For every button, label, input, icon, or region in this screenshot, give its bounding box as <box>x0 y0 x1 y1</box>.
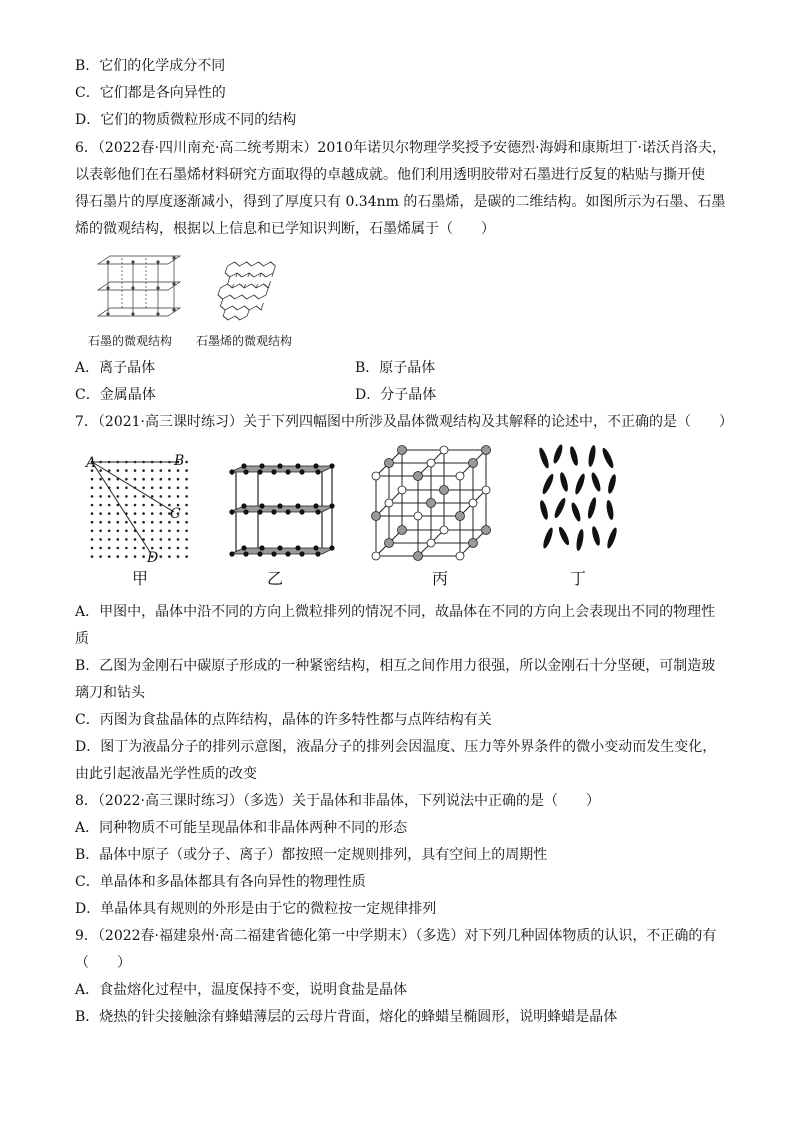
point-d-label: D <box>147 550 159 566</box>
lattice-dot <box>134 469 137 472</box>
lattice-dot <box>108 478 111 481</box>
lattice-dot <box>151 547 154 550</box>
lattice-dot <box>160 547 163 550</box>
q9-option-a: A．食盐熔化过程中，温度保持不变，说明食盐是晶体 <box>75 982 408 998</box>
lattice-dot <box>91 512 94 515</box>
lattice-dot <box>142 547 145 550</box>
option-c: C．它们都是各向异性的 <box>75 85 226 101</box>
graphene-caption: 石墨烯的微观结构 <box>196 334 293 348</box>
lattice-dot <box>142 504 145 507</box>
lattice-dot <box>134 495 137 498</box>
lattice-dot <box>99 478 102 481</box>
lattice-dot <box>125 504 128 507</box>
point-b-label: B <box>174 453 185 469</box>
lattice-dot <box>134 555 137 558</box>
lattice-dot <box>134 547 137 550</box>
lattice-dot <box>99 547 102 550</box>
lattice-dot <box>108 521 111 524</box>
lattice-dot <box>160 495 163 498</box>
lattice-dot <box>125 538 128 541</box>
lattice-dot <box>142 521 145 524</box>
lattice-dot <box>134 512 137 515</box>
q6-stem-line3: 得石墨片的厚度逐渐减小，得到了厚度只有 0.34nm 的石墨烯，是碳的二维结构。如图所示为石墨、石墨 <box>75 194 726 210</box>
q7-option-a-line1: A．甲图中，晶体中沿不同的方向上微粒排列的情况不同，故晶体在不同的方向上会表现出不同的物理性 <box>75 604 716 620</box>
lattice-dot <box>160 469 163 472</box>
lattice-dot <box>117 521 120 524</box>
q6-option-a: A．离子晶体 <box>75 360 156 376</box>
lattice-dot <box>151 538 154 541</box>
lattice-dot <box>151 478 154 481</box>
lattice-dot <box>160 512 163 515</box>
lattice-dot <box>108 504 111 507</box>
lattice-dot <box>185 487 188 490</box>
lattice-dot <box>177 495 180 498</box>
lattice-dot <box>117 555 120 558</box>
q7-option-d-line1: D．图丁为液晶分子的排列示意图，液晶分子的排列会因温度、压力等外界条件的微小变动而发生变化， <box>75 739 717 755</box>
lattice-dot <box>91 504 94 507</box>
lattice-dot <box>91 538 94 541</box>
q6-stem-line2: 以表彰他们在石墨烯材料研究方面取得的卓越成就。他们利用透明胶带对石墨进行反复的粘贴与撕开使 <box>75 167 705 183</box>
lattice-dot <box>177 530 180 533</box>
lattice-dot <box>160 487 163 490</box>
q9-stem-line1: 9．（2022春·福建泉州·高二福建省德化第一中学期末）（多选）对下列几种固体物质的认识，不正确的有 <box>75 928 717 944</box>
lattice-dot <box>185 530 188 533</box>
lattice-dot <box>177 469 180 472</box>
lattice-dot <box>142 469 145 472</box>
lattice-dot <box>117 512 120 515</box>
lattice-dot <box>185 521 188 524</box>
fig-yi-structure <box>222 462 337 562</box>
q8-stem: 8．（2022·高三课时练习）（多选）关于晶体和非晶体，下列说法中正确的是（ ） <box>75 793 600 809</box>
lattice-dot <box>160 478 163 481</box>
lattice-dot <box>168 478 171 481</box>
lattice-dot <box>177 538 180 541</box>
q8-option-a: A．同种物质不可能呈现晶体和非晶体两种不同的形态 <box>75 820 408 836</box>
lattice-dot <box>160 521 163 524</box>
lattice-dot <box>125 495 128 498</box>
lattice-dot <box>185 504 188 507</box>
q7-option-a-line2: 质 <box>75 631 89 647</box>
lattice-dot <box>125 478 128 481</box>
lattice-dot <box>177 478 180 481</box>
lattice-dot <box>99 504 102 507</box>
q6-stem-line1: 6．（2022春·四川南充·高二统考期末）2010年诺贝尔物理学奖授予安德烈·海姆和康斯坦丁·诺沃肖洛夫， <box>75 140 726 156</box>
lattice-dot <box>142 487 145 490</box>
lattice-dot <box>99 495 102 498</box>
lattice-dot <box>117 530 120 533</box>
lattice-dot <box>99 512 102 515</box>
lattice-dot <box>91 478 94 481</box>
lattice-dot <box>134 538 137 541</box>
lattice-dot <box>117 469 120 472</box>
lattice-dot <box>185 495 188 498</box>
q8-option-d: D．单晶体具有规则的外形是由于它的微粒按一定规律排列 <box>75 901 437 917</box>
lattice-dot <box>99 538 102 541</box>
point-a-label: A <box>86 455 97 471</box>
lattice-dot <box>142 495 145 498</box>
lattice-dot <box>134 504 137 507</box>
lattice-dot <box>168 530 171 533</box>
lattice-dot <box>125 547 128 550</box>
lattice-dot <box>168 547 171 550</box>
fig-ding-label: 丁 <box>569 569 586 588</box>
q9-stem-line2: （ ） <box>75 955 131 971</box>
option-d: D．它们的物质微粒形成不同的结构 <box>75 112 297 128</box>
lattice-dot <box>108 530 111 533</box>
lattice-dot <box>117 487 120 490</box>
lattice-dot <box>91 547 94 550</box>
lattice-dot <box>117 538 120 541</box>
fig-yi-label: 乙 <box>266 569 283 588</box>
q6-option-d: D．分子晶体 <box>355 387 437 403</box>
q7-option-c: C．丙图为食盐晶体的点阵结构，晶体的许多特性都与点阵结构有关 <box>75 712 492 728</box>
lattice-dot <box>151 504 154 507</box>
lattice-dot <box>99 555 102 558</box>
fig-jia-label: 甲 <box>131 569 148 588</box>
lattice-dot <box>151 469 154 472</box>
lattice-dot <box>91 487 94 490</box>
lattice-dot <box>151 495 154 498</box>
graphite-structure-figure <box>88 252 188 327</box>
q7-option-d-line2: 由此引起液晶光学性质的改变 <box>75 766 257 782</box>
q8-option-b: B．晶体中原子（或分子、离子）都按照一定规则排列，具有空间上的周期性 <box>75 847 548 863</box>
lattice-dot <box>185 461 188 464</box>
lattice-dot <box>91 555 94 558</box>
lattice-dot <box>151 512 154 515</box>
lattice-dot <box>125 521 128 524</box>
lattice-dot <box>125 555 128 558</box>
lattice-dot <box>108 547 111 550</box>
lattice-dot <box>117 495 120 498</box>
q7-stem: 7．（2021·高三课时练习）关于下列四幅图中所涉及晶体微观结构及其解释的论述中，不正确的是（ ） <box>75 414 733 430</box>
q9-option-b: B．烧热的针尖接触涂有蜂蜡薄层的云母片背面，熔化的蜂蜡呈椭圆形，说明蜂蜡是晶体 <box>75 1009 618 1025</box>
lattice-dot <box>185 547 188 550</box>
fig-ding-liquid-crystal <box>534 444 624 556</box>
option-b: B．它们的化学成分不同 <box>75 58 226 74</box>
lattice-dot <box>99 521 102 524</box>
lattice-dot <box>185 512 188 515</box>
lattice-dot <box>151 521 154 524</box>
lattice-dot <box>125 469 128 472</box>
lattice-dot <box>160 538 163 541</box>
lattice-dot <box>177 555 180 558</box>
lattice-dot <box>142 478 145 481</box>
lattice-dot <box>142 512 145 515</box>
lattice-dot <box>168 555 171 558</box>
q6-stem-line4: 烯的微观结构，根据以上信息和已学知识判断，石墨烯属于（ ） <box>75 221 495 237</box>
lattice-dot <box>160 530 163 533</box>
lattice-dot <box>185 478 188 481</box>
lattice-dot <box>185 538 188 541</box>
fig-bing-lattice <box>368 444 493 562</box>
lattice-dot <box>108 512 111 515</box>
lattice-dot <box>177 547 180 550</box>
lattice-dot <box>168 538 171 541</box>
lattice-dot <box>151 487 154 490</box>
lattice-dot <box>125 487 128 490</box>
q7-option-b-line1: B．乙图为金刚石中碳原子形成的一种紧密结构，相互之间作用力很强，所以金刚石十分坚硬，可制造玻 <box>75 658 716 674</box>
q6-option-c: C．金属晶体 <box>75 387 156 403</box>
lattice-dot <box>91 521 94 524</box>
point-c-label: C <box>170 506 181 522</box>
lattice-dot <box>108 495 111 498</box>
lattice-dot <box>160 555 163 558</box>
fig-bing-label: 丙 <box>431 569 448 588</box>
lattice-dot <box>117 547 120 550</box>
lattice-dot <box>168 487 171 490</box>
lattice-dot <box>125 530 128 533</box>
graphene-structure-figure <box>210 258 300 326</box>
graphite-caption: 石墨的微观结构 <box>88 334 173 348</box>
lattice-dot <box>134 521 137 524</box>
lattice-dot <box>134 478 137 481</box>
lattice-dot <box>142 530 145 533</box>
q6-option-b: B．原子晶体 <box>355 360 436 376</box>
lattice-dot <box>142 555 145 558</box>
lattice-dot <box>99 487 102 490</box>
lattice-dot <box>108 555 111 558</box>
lattice-dot <box>99 469 102 472</box>
lattice-dot <box>151 530 154 533</box>
lattice-dot <box>99 530 102 533</box>
lattice-dot <box>168 469 171 472</box>
lattice-dot <box>91 495 94 498</box>
q8-option-c: C．单晶体和多晶体都具有各向异性的物理性质 <box>75 874 366 890</box>
lattice-dot <box>168 495 171 498</box>
lattice-dot <box>185 469 188 472</box>
lattice-dot <box>108 538 111 541</box>
q7-option-b-line2: 璃刀和钻头 <box>75 685 145 701</box>
lattice-dot <box>91 530 94 533</box>
lattice-dot <box>177 487 180 490</box>
lattice-dot <box>185 555 188 558</box>
